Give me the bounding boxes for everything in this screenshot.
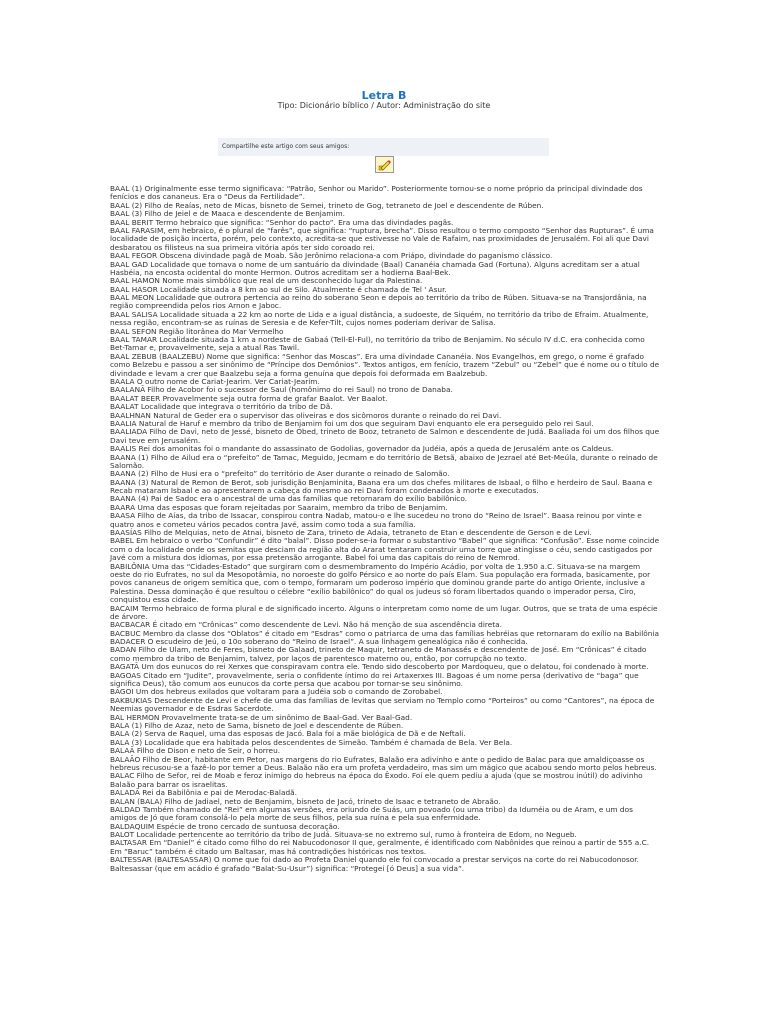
dictionary-entry: BAAL GAD Localidade que tomava o nome de um santuário da divindade (Baal) Cananéia chamada Gad (Fortuna). Alguns acreditam ser a atual Hasbéia, na encosta ocidental do monte Hermon. Outros acreditam ser a hodierna Baal-Bek. <box>110 259 640 277</box>
dictionary-entry: BAALIADA Filho de Davi, neto de Jessé, bisneto de Obed, trineto de Booz, tetraneto de Salmon e descendente de Judá. Baaliada foi um dos filhos que Davi teve em Jerusalém. <box>110 427 660 445</box>
dictionary-entry: BAAL SALISA Localidade situada a 22 km ao norte de Lida e a igual distância, a sudoeste, de Siquém, no território da tribo de Efraim. Atualmente, nessa região, encontram-se as ruínas de Seresia e de Kefer-Tilt, cujos nomes poderiam derivar de Salisa. <box>110 309 649 328</box>
dictionary-entry: BALAÃO Filho de Beor, habitante em Petor, nas margens do rio Eufrates, Balaão era adivinho e ante o pedido de Balac para que amaldiçoasse os hebreus recusou-se a fazê-lo por temer a Deus. Balaão não era um profeta verdadeiro, mas sim um mágico que acabou sendo morto pelos hebreus. <box>110 754 657 772</box>
dictionary-entry: BAALHNAN Natural de Geder era o supervisor das oliveiras e dos sicômoros durante o reinado do rei Davi. <box>110 410 502 420</box>
dictionary-entry: BAGOAS Citado em “Judite”, provavelmente, seria o confidente íntimo do rei Artaxerxes III. Bagoas é um nome persa (derivativo de “baga” que significa Deus), tão comum aos eunucos da corte persa que acabou por tornar-se seu sinônimo. <box>110 670 639 689</box>
dictionary-entry: BALA (1) Filho de Azaz, neto de Sama, bisneto de Joel e descendente de Rúben. <box>110 721 404 730</box>
article-body <box>110 185 660 873</box>
dictionary-entry: BAALA O outro nome de Cariat-Jearim. Ver Cariat-Jearim. <box>110 376 320 386</box>
dictionary-entry: BAAL (1) Originalmente esse termo significava: “Patrão, Senhor ou Marido”. Posteriormente tornou-se o nome próprio da principal divindade dos fenícios e dos cananeus. Era o “Deus da Fertilidade”. <box>110 184 643 202</box>
share-label: Compartilhe este artigo com seus amigos: <box>222 143 350 150</box>
dictionary-entry: BAAL SEFON Região litorânea do Mar Vermelho <box>110 326 284 336</box>
dictionary-entry: BACAIM Termo hebraico de forma plural e de significado incerto. Alguns o interpretam como nome de um lugar. Outros, que se trata de uma espécie de árvore. <box>110 603 658 621</box>
dictionary-entry: BALAÃ Filho de Dison e neto de Seir, o horreu. <box>110 746 281 756</box>
dictionary-entry: BAAL ZEBUB (BAALZEBU) Nome que significa: “Senhor das Moscas”. Era uma divindade Cananéia. Nos Evangelhos, em grego, o nome é grafado como Belzebu e passou a ser sinônimo de “Príncipe dos Demônios”. Textos antigos, em fenício, trazem “Zebul” ou “Zebel” que é nome ou o título de divindade e levam a crer que Baalzebu seja a forma genuína que depois foi deformada em Baalzebub. <box>110 351 660 378</box>
dictionary-entry: BALTASAR Em “Daniel” é citado como filho do rei Nabucodonosor II que, geralmente, é identificado com Nabônides que reinou a partir de 555 a.C. Em “Baruc” também é citado um Baltasar, mas há contradições históricas nos textos. <box>110 838 650 856</box>
dictionary-entry: BAL HERMON Provavelmente trata-se de um sinônimo de Baal-Gad. Ver Baal-Gad. <box>110 712 413 722</box>
dictionary-entry: BAANA (1) Filho de Ailud era o “prefeito” de Tamac, Meguido, Jecmam e do território de Betsã, abaixo de Jezrael até Bet-Meúla, durante o reinado de Salomão. <box>110 452 658 470</box>
dictionary-entry: BAALAT Localidade que integrava o território da tribo de Dã. <box>110 402 333 412</box>
dictionary-entry: BALA (3) Localidade que era habitada pelos descendentes de Simeão. Também é chamada de Bela. Ver Bela. <box>110 737 513 747</box>
dictionary-entry: BAALIA Natural de Haruf e membro da tribo de Benjamim foi um dos que seguiram Davi enquanto ele era perseguido pelo rei Saul. <box>110 418 594 428</box>
share-box <box>218 138 549 156</box>
dictionary-entry: BAAL TAMAR Localidade situada 1 km a nordeste de Gabaá (Tell-El-Ful), no território da tribo de Benjamim. No século IV d.C. era conhecida como Bet-Tamar e, provavelmente, seja a atual Ras Tawil. <box>110 335 645 353</box>
dictionary-entry: BALAN (BALA) Filho de Jadiael, neto de Benjamim, bisneto de Jacó, trineto de Isaac e tetraneto de Abraão. <box>110 796 501 806</box>
dictionary-entry: BAASÍAS Filho de Melquias, neto de Atnai, bisneto de Zara, trineto de Adaia, tetraneto de Etan e descendente de Gerson e de Levi. <box>110 528 592 538</box>
dictionary-entry: BAALANÃ Filho de Acobor foi o sucessor de Saul (homônimo do rei Saul) no trono de Danaba. <box>110 385 453 395</box>
dictionary-entry: BAAL HASOR Localidade situada a 8 km ao sul de Silo. Atualmente é chamada de Tel ' Asur. <box>110 284 447 294</box>
dictionary-entry: BAAL FEGOR Obscena divindade pagã de Moab. São Jerônimo relaciona-a com Priápo, divindade do paganismo clássico. <box>110 251 553 261</box>
dictionary-entry: BALDAD Também chamado de “Rei” em algumas versões, era oriundo de Suás, um povoado (ou uma tribo) da Iduméia ou de Aram, e um dos amigos de Jó que foram consolá-lo pela morte de seus filhos, pela sua ruína e pela sua enfermidade. <box>110 804 633 823</box>
dictionary-entry: BADAN Filho de Ulam, neto de Feres, bisneto de Galaad, trineto de Maquir, tetraneto de Manassés e descendente de José. Em “Crônicas” é citado como membro da tribo de Benjamim, talvez, por laços de parentesco materno ou, então, por corrupção no texto. <box>110 645 647 663</box>
dictionary-entry: BALA (2) Serva de Raquel, uma das esposas de Jacó. Bala foi a mãe biológica de Dã e de Neftali. <box>110 729 466 739</box>
dictionary-entry: BABEL Em hebraico o verbo “Confundir” é dito “balal”. Disso poder-se-ia formar o substantivo “Babel” que significa: “Confusão”. Esse nome coincide com o da localidade onde os semitas que desciam da região alta do Ararat tentaram construir uma torre que atingisse o céu, sendo castigados por Javé com a mistura dos idiomas, por essa pretensão arrogante. Babel foi uma das capitais do reino de Nemrod. <box>110 536 660 563</box>
page-subtitle: Tipo: Dicionário bíblico / Autor: Administração do site <box>277 101 491 110</box>
dictionary-entry: BALAC Filho de Sefor, rei de Moab e feroz inimigo do hebreus na época do Êxodo. Foi ele quem pediu a ajuda (que se mostrou inútil) do adivinho Balaão para barrar os israelitas. <box>110 771 643 789</box>
dictionary-entry: BAKBUKIAS Descendente de Levi e chefe de uma das famílias de levitas que serviam no Templo como “Porteiros” ou como “Cantores”, na época de Neemias governador e de Esdras Sacerdote. <box>110 695 655 714</box>
dictionary-entry: BALDAQUIM Espécie de trono cercado de suntuosa decoração. <box>110 821 340 831</box>
dictionary-entry: BALOT Localidade pertencente ao território da tribo de Judá. Situava-se no extremo sul, rumo à fronteira de Edom, no Negueb. <box>110 830 577 840</box>
dictionary-entry: BALTESSAR (BALTESASSAR) O nome que foi dado ao Profeta Daniel quando ele foi convocado a prestar serviços na corte do rei Nabucodonosor. Baltesassar (que em acádio é grafado “Balat-Su-Usur”) significa: “Protegei [ó Deus] a sua vida”. <box>110 855 639 873</box>
dictionary-entry: BAGOI Um dos hebreus exilados que voltaram para a Judéia sob o comando de Zorobabel. <box>110 687 443 697</box>
dictionary-entry: BAANA (3) Natural de Remon de Berot, sob jurisdição Benjaminita, Baana era um dos chefes militares de Isbaal, o filho e herdeiro de Saul. Baana e Recab mataram Isbaal e ao apresentarem a cabeça do mesmo ao rei Davi foram condenados à morte e executados. <box>110 477 653 496</box>
page-title: Letra B <box>361 89 407 102</box>
dictionary-entry: BAAL (3) Filho de Jeiel e de Maaca e descendente de Benjamim. <box>110 209 345 219</box>
dictionary-entry: BADACER O escudeiro de Jeú, o 10o soberano do “Reino de Israel”. A sua linhagem genealógica não é conhecida. <box>110 637 528 647</box>
dictionary-entry: BAANA (2) Filho de Husi era o “prefeito” do território de Aser durante o reinado de Salomão. <box>110 469 450 479</box>
dictionary-entry: BACBACAR É citado em “Crônicas” como descendente de Levi. Não há menção de sua ascendência direta. <box>110 620 502 630</box>
dictionary-entry: BAALAT BEER Provavelmente seja outra forma de grafar Baalot. Ver Baalot. <box>110 393 388 403</box>
dictionary-entry: BAGATÃ Um dos eunucos do rei Xerxes que conspiravam contra ele. Tendo sido descoberto por Mardoqueu, que o delatou, foi condenado à morte. <box>110 662 649 672</box>
dictionary-entry: BACBUC Membro da classe dos “Oblatos” é citado em “Esdras” como o patriarca de uma das famílias hebréias que retornaram do exílio na Babilônia <box>110 628 659 638</box>
dictionary-entry: BAAL HAMON Nome mais simbólico que real de um desconhecido lugar da Palestina. <box>110 276 423 286</box>
dictionary-entry: BAAL BERIT Termo hebraico que significa: “Senhor do pacto”. Era uma das divindades pagãs. <box>110 217 454 227</box>
dictionary-entry: BAAL MEON Localidade que outrora pertencia ao reino do soberano Seon e depois ao território da tribo de Rúben. Situava-se na Transjordânia, na região compreendida pelos rios Arnon e Jaboc. <box>110 293 647 311</box>
dictionary-entry: BAAL (2) Filho de Reaías, neto de Micas, bisneto de Semei, trineto de Gog, tetraneto de Joel e descendente de Rúben. <box>110 200 544 210</box>
share-pencil-icon[interactable] <box>375 156 394 173</box>
dictionary-entry: BAASA Filho de Aías, da tribo de Issacar, conspirou contra Nadab, matou-o e lhe sucedeu no trono do “Reino de Israel”. Baasa reinou por vinte e quatro anos e cometeu vários pecados contra Javé, assim como toda a sua família. <box>110 511 642 529</box>
dictionary-entry: BABILÔNIA Uma das “Cidades-Estado” que surgiram com o desmembramento do Império Acádio, por volta de 1.950 a.C. Situava-se na margem oeste do rio Eufrates, no sul da Mesopotâmia, no noroeste do golfo Pérsico e ao norte do país Elam. Sua população era formada, basicamente, por povos cananeus de origem semítica que, com o tempo, formaram um poderoso império que dominou grande parte do antigo Oriente, inclusive a Palestina. Dessa dominação é que resultou o célebre “exílio babilônico” do qual os judeus só foram libertados quando o imperador persa, Ciro, conquistou essa cidade. <box>110 561 651 605</box>
dictionary-entry: BAALIS Rei dos amonitas foi o mandante do assassinato de Godolias, governador da Judéia, após a queda de Jerusalém ante os Caldeus. <box>110 444 614 454</box>
dictionary-entry: BAARA Uma das esposas que foram rejeitadas por Saaraim, membro da tribo de Benjamim. <box>110 502 448 512</box>
dictionary-entry: BAAL FARASIM, em hebraico, é o plural de “farês”, que significa: “ruptura, brecha”. Disso resultou o termo composto “Senhor das Rupturas”. É uma localidade de posição incerta, porém, pelo contexto, acredita-se que estivesse no Vale de Rafaim, nas proximidades de Jerusalém. Foi ali que Davi desbaratou os filisteus na sua primeira vitória após ter sido coroado rei. <box>110 225 654 252</box>
dictionary-entry: BALADÃ Rei da Babilônia e pai de Merodac-Baladã. <box>110 788 297 798</box>
dictionary-entry: BAANA (4) Pai de Sadoc era o ancestral de uma das famílias que retornaram do exílio babilônico. <box>110 494 468 504</box>
